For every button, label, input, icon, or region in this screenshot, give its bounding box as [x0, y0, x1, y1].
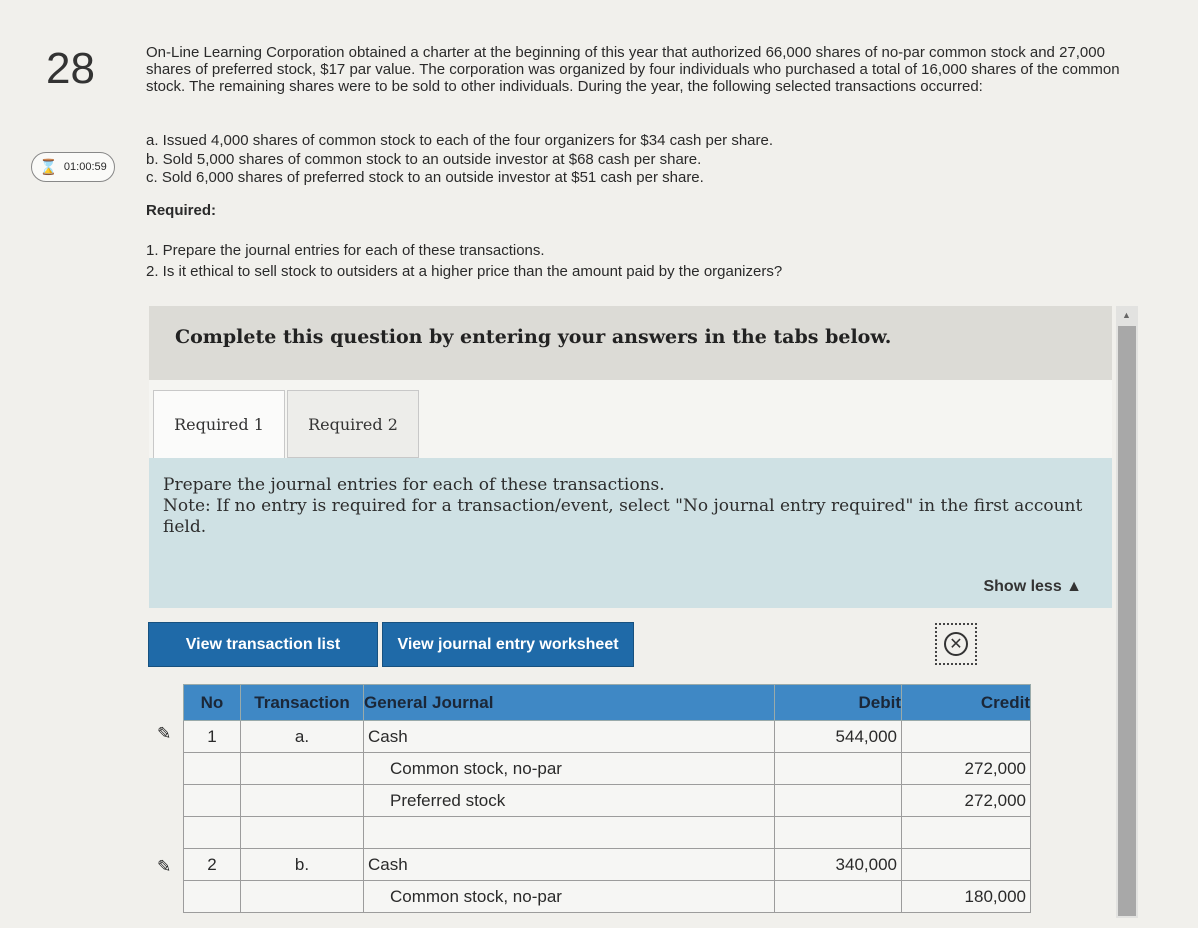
cell-credit[interactable]: 272,000 — [902, 753, 1031, 785]
scrollbar[interactable] — [1116, 306, 1138, 918]
cell-credit[interactable]: 272,000 — [902, 785, 1031, 817]
cell-transaction: a. — [241, 721, 364, 753]
table-row — [184, 881, 1031, 913]
hourglass-icon: ⌛ — [39, 158, 58, 176]
transaction-item: a. Issued 4,000 shares of common stock to each of the four organizers for $34 cash per share. — [146, 132, 774, 149]
cell-no: 1 — [184, 721, 241, 753]
table-row — [184, 753, 1031, 785]
required-item: 2. Is it ethical to sell stock to outsiders at a higher price than the amount paid by the organizers? — [146, 263, 783, 280]
view-transaction-list-button[interactable]: View transaction list — [148, 622, 378, 667]
header-transaction: Transaction — [241, 685, 364, 721]
problem-text: On-Line Learning Corporation obtained a charter at the beginning of this year that authorized 66,000 shares of no-par common stock and 27,000 shares of preferred stock, $17 par value. The corporation was organized by four individuals who purchased a total of 16,000 shares of the common stock. The remaining shares were to be sold to other individuals. During the year, the following selected transactions occurred: — [146, 44, 1120, 95]
transaction-item: b. Sold 5,000 shares of common stock to an outside investor at $68 cash per share. — [146, 150, 702, 168]
header-debit: Debit — [775, 685, 902, 721]
transactions-list — [146, 132, 773, 188]
cell-account[interactable]: Common stock, no-par — [364, 881, 775, 913]
cell-transaction — [241, 785, 364, 817]
answer-panel-header — [149, 306, 1112, 380]
header-no: No — [184, 685, 241, 721]
tab-required-1[interactable]: Required 1 — [153, 390, 285, 458]
cell-no: 2 — [184, 849, 241, 881]
close-button[interactable] — [935, 623, 977, 665]
cell-debit[interactable] — [775, 753, 902, 785]
table-row — [184, 817, 1031, 849]
cell-transaction — [241, 881, 364, 913]
edit-pencil-icon[interactable]: ✎ — [157, 857, 172, 876]
cell-no — [184, 753, 241, 785]
cell-no — [184, 785, 241, 817]
cell-credit[interactable] — [902, 817, 1031, 849]
cell-no — [184, 817, 241, 849]
timer-badge — [31, 152, 115, 182]
cell-credit[interactable]: 180,000 — [902, 881, 1031, 913]
cell-account[interactable]: Cash — [364, 721, 775, 753]
instruction-note: Note: If no entry is required for a transaction/event, select "No journal entry required" in the first account field. — [163, 496, 1083, 537]
required-list — [146, 240, 782, 282]
table-row — [184, 721, 1031, 753]
cell-credit[interactable] — [902, 721, 1031, 753]
header-general-journal: General Journal — [364, 685, 775, 721]
cell-debit[interactable] — [775, 817, 902, 849]
question-number: 28 — [46, 44, 95, 93]
instructions-box — [149, 458, 1112, 608]
cell-account[interactable] — [364, 817, 775, 849]
required-item: 1. Prepare the journal entries for each of these transactions. — [146, 242, 545, 259]
view-journal-worksheet-button[interactable]: View journal entry worksheet — [382, 622, 634, 667]
journal-table — [183, 684, 1031, 913]
transaction-item: c. Sold 6,000 shares of preferred stock to an outside investor at $51 cash per share. — [146, 169, 704, 186]
panel-heading: Complete this question by entering your answers in the tabs below. — [175, 326, 892, 348]
cell-account[interactable]: Cash — [364, 849, 775, 881]
tab-required-2[interactable]: Required 2 — [287, 390, 419, 458]
scrollbar-thumb[interactable] — [1118, 326, 1136, 916]
instruction-line: Prepare the journal entries for each of these transactions. — [163, 475, 665, 495]
cell-debit[interactable] — [775, 785, 902, 817]
cell-no — [184, 881, 241, 913]
cell-transaction: b. — [241, 849, 364, 881]
cell-transaction — [241, 817, 364, 849]
cell-debit[interactable]: 544,000 — [775, 721, 902, 753]
edit-pencil-icon[interactable]: ✎ — [157, 724, 172, 743]
required-title: Required: — [146, 202, 217, 219]
timer-text: 01:00:59 — [63, 161, 107, 173]
cell-account[interactable]: Common stock, no-par — [364, 753, 775, 785]
cell-transaction — [241, 753, 364, 785]
header-credit: Credit — [902, 685, 1031, 721]
close-icon: ✕ — [944, 632, 968, 656]
table-row — [184, 849, 1031, 881]
cell-debit[interactable] — [775, 881, 902, 913]
cell-debit[interactable]: 340,000 — [775, 849, 902, 881]
tab-bar — [149, 380, 1112, 458]
scroll-up-icon[interactable]: ▲ — [1122, 310, 1131, 320]
show-less-link[interactable]: Show less ▲ — [983, 578, 1082, 595]
table-header-row — [184, 685, 1031, 721]
cell-credit[interactable] — [902, 849, 1031, 881]
problem-statement — [146, 44, 1146, 95]
table-row — [184, 785, 1031, 817]
cell-account[interactable]: Preferred stock — [364, 785, 775, 817]
